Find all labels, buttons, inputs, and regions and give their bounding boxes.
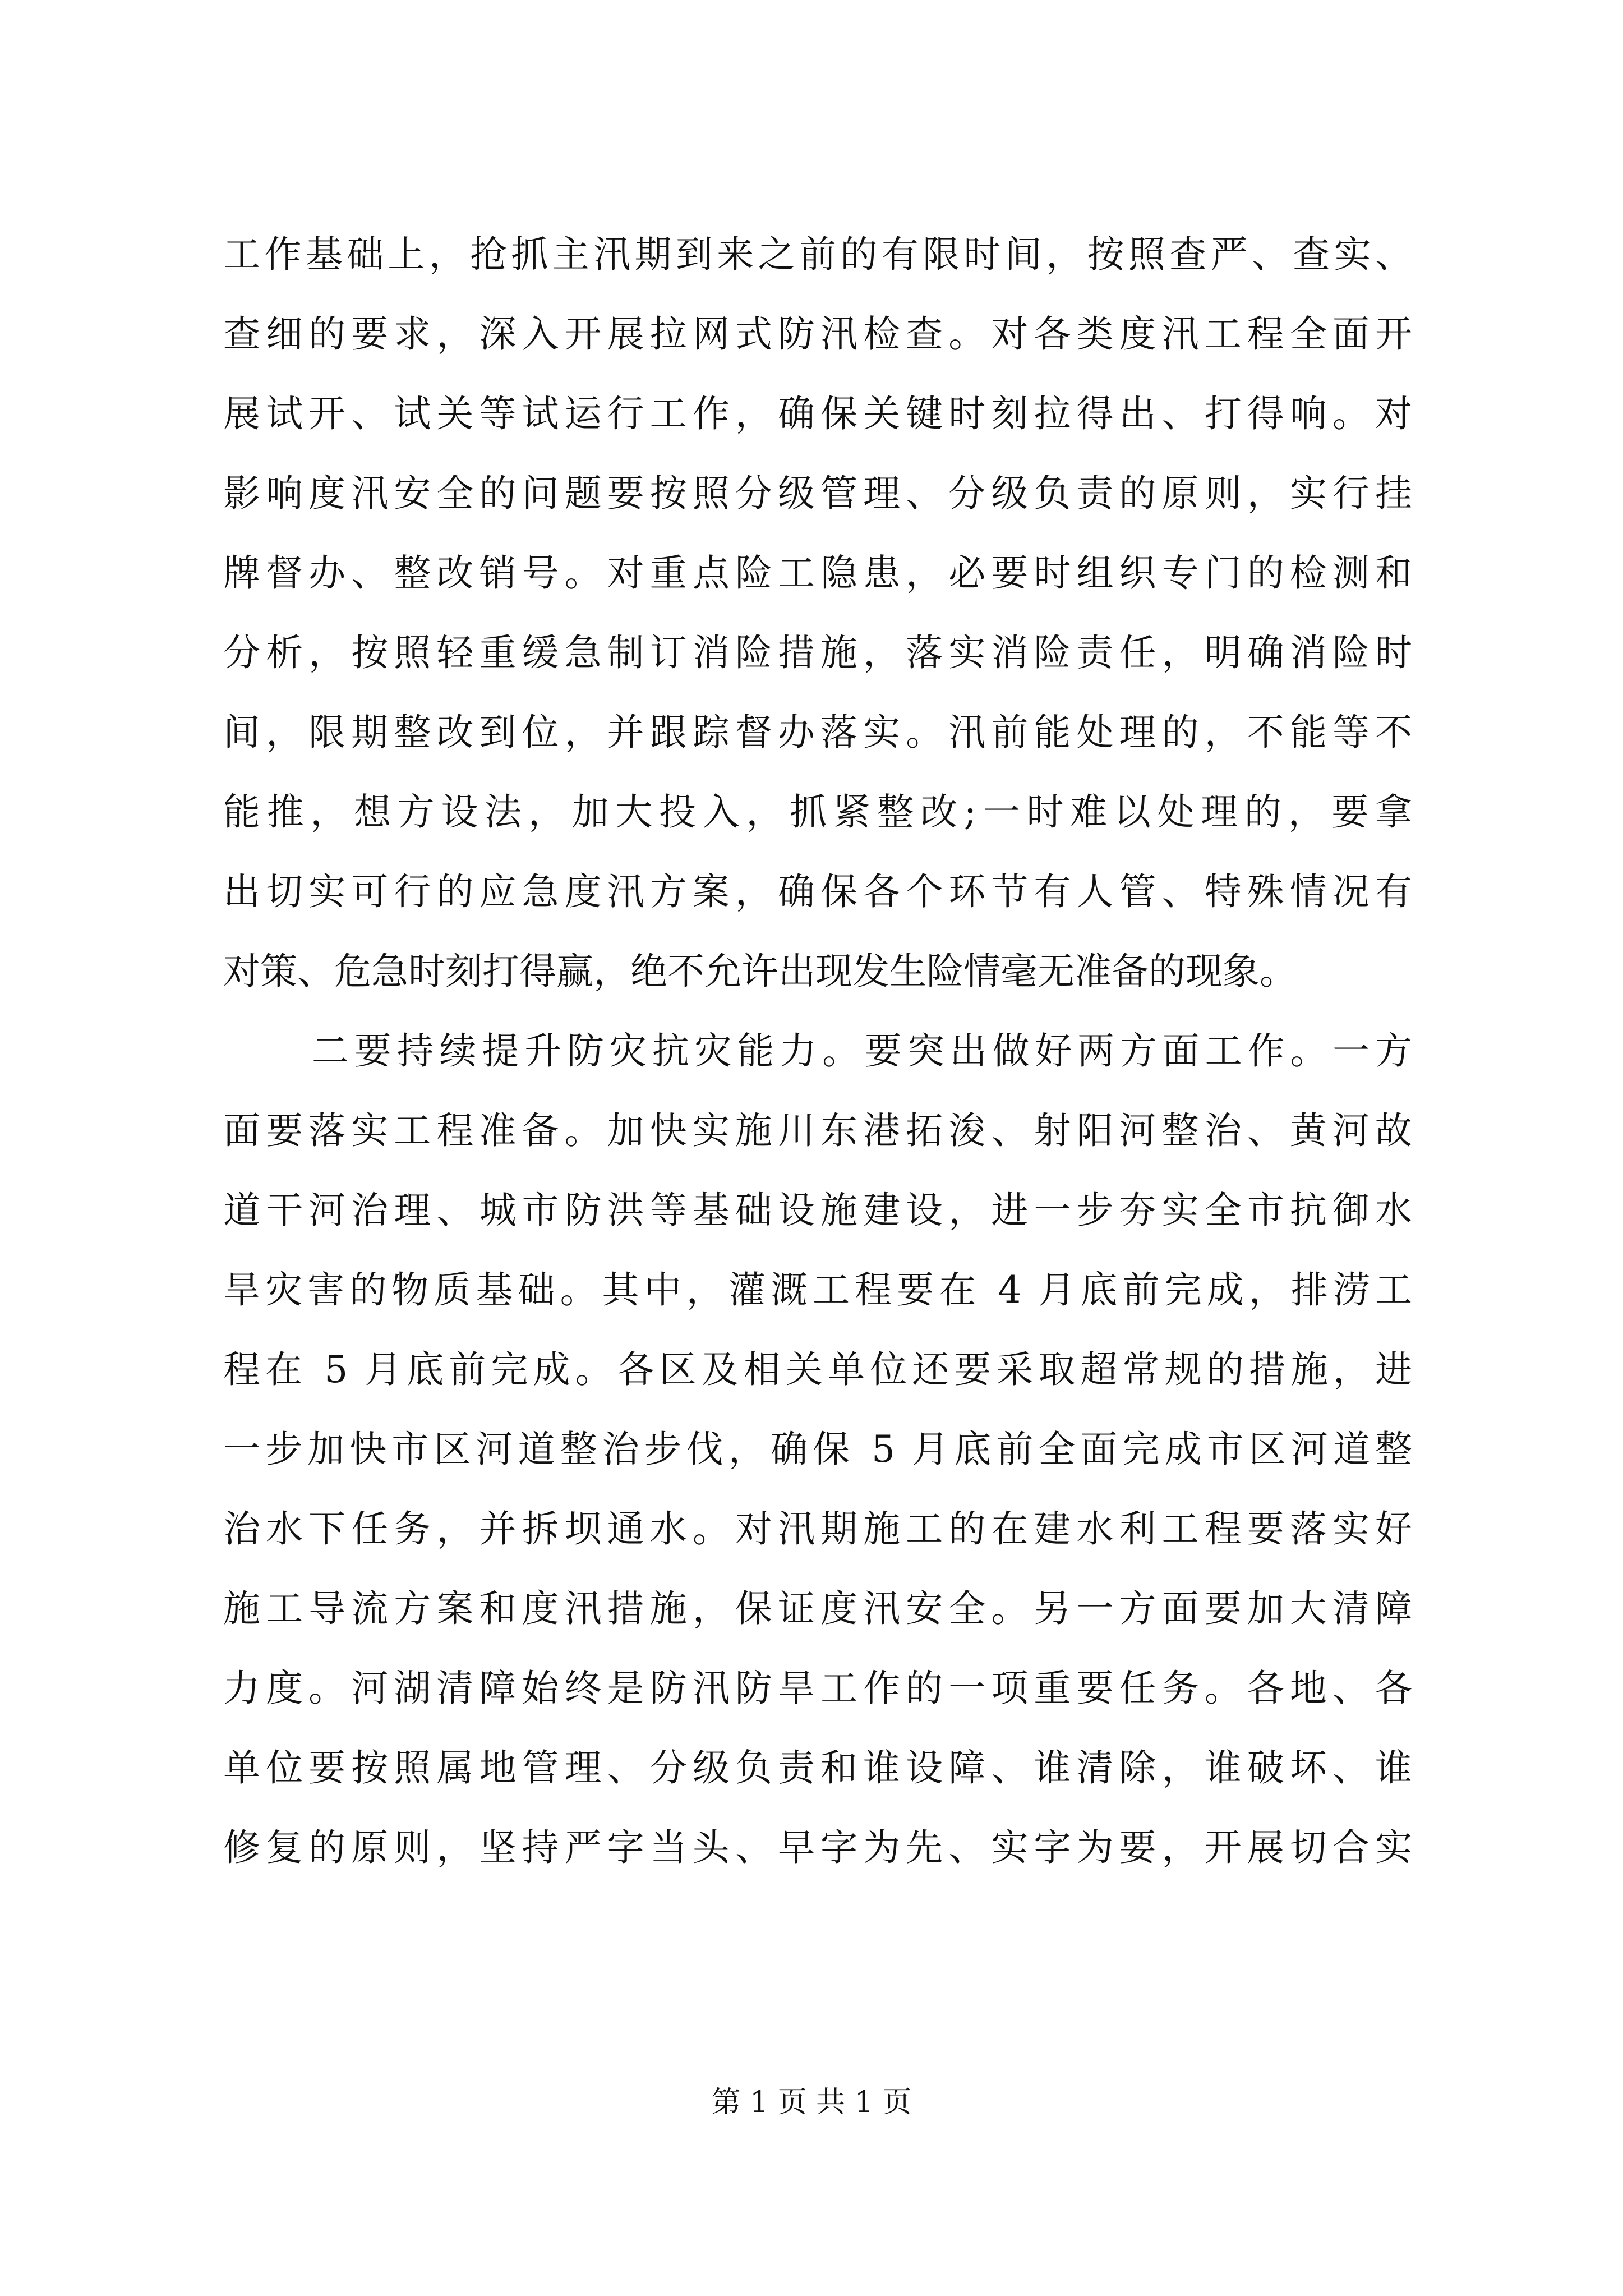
text-line: 单位要按照属地管理、分级负责和谁设障、谁清除，谁破坏、谁 bbox=[223, 1746, 1412, 1789]
text-line: 能推，想方设法，加大投入，抓紧整改;一时难以处理的，要拿 bbox=[223, 790, 1412, 834]
page-number-footer: 第 1 页 共 1 页 bbox=[711, 2086, 912, 2119]
text-line: 程在 5 月底前完成。各区及相关单位还要采取超常规的措施，进 bbox=[223, 1348, 1412, 1391]
paragraph bbox=[223, 1011, 1412, 1888]
text-line: 展试开、试关等试运行工作，确保关键时刻拉得出、打得响。对 bbox=[223, 392, 1412, 435]
text-line: 道干河治理、城市防洪等基础设施建设，进一步夯实全市抗御水 bbox=[223, 1189, 1412, 1232]
text-line: 出切实可行的应急度汛方案，确保各个环节有人管、特殊情况有 bbox=[223, 870, 1412, 913]
text-line: 间，限期整改到位，并跟踪督办落实。汛前能处理的，不能等不 bbox=[223, 711, 1412, 754]
text-line: 对策、危急时刻打得赢，绝不允许出现发生险情毫无准备的现象。 bbox=[223, 950, 1297, 993]
paragraph bbox=[223, 215, 1412, 1011]
text-line: 施工导流方案和度汛措施，保证度汛安全。另一方面要加大清障 bbox=[223, 1587, 1412, 1630]
text-line: 二要持续提升防灾抗灾能力。要突出做好两方面工作。一方 bbox=[312, 1029, 1412, 1073]
text-line: 旱灾害的物质基础。其中，灌溉工程要在 4 月底前完成，排涝工 bbox=[223, 1268, 1412, 1312]
text-line: 影响度汛安全的问题要按照分级管理、分级负责的原则，实行挂 bbox=[223, 472, 1412, 515]
text-line: 治水下任务，并拆坝通水。对汛期施工的在建水利工程要落实好 bbox=[223, 1507, 1412, 1550]
document-body bbox=[223, 215, 1412, 1888]
text-line: 修复的原则，坚持严字当头、早字为先、实字为要，开展切合实 bbox=[223, 1826, 1412, 1869]
text-line: 牌督办、整改销号。对重点险工隐患，必要时组织专门的检测和 bbox=[223, 551, 1412, 595]
text-line: 分析，按照轻重缓急制订消险措施，落实消险责任，明确消险时 bbox=[223, 631, 1412, 674]
text-line: 力度。河湖清障始终是防汛防旱工作的一项重要任务。各地、各 bbox=[223, 1667, 1412, 1710]
text-line: 查细的要求，深入开展拉网式防汛检查。对各类度汛工程全面开 bbox=[223, 312, 1412, 356]
text-line: 面要落实工程准备。加快实施川东港拓浚、射阳河整治、黄河故 bbox=[223, 1109, 1412, 1152]
text-line: 工作基础上，抢抓主汛期到来之前的有限时间，按照查严、查实、 bbox=[223, 233, 1412, 276]
text-line: 一步加快市区河道整治步伐，确保 5 月底前全面完成市区河道整 bbox=[223, 1428, 1412, 1471]
